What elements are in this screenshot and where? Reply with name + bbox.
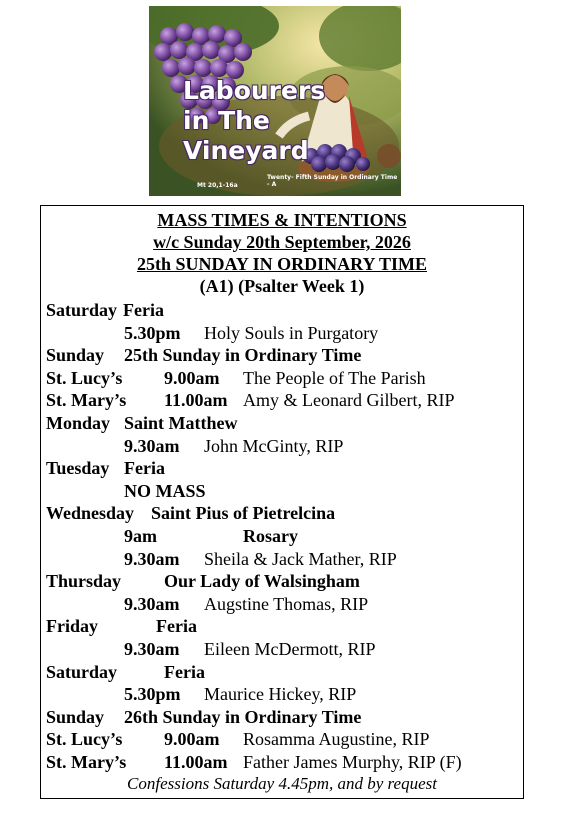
row-day: Sunday [46, 345, 105, 366]
mass-times-box [40, 205, 524, 799]
row-day: Friday [46, 616, 98, 637]
banner-title-line-3: Vineyard [183, 136, 309, 165]
row-day: St. Mary’s [46, 390, 127, 411]
schedule-row [46, 480, 523, 502]
row-intention: Sheila & Jack Mather, RIP [204, 548, 397, 569]
row-intention: Rosary [243, 526, 298, 546]
banner-title-line-1: Labourers [183, 76, 326, 105]
row-day: St. Mary’s [46, 752, 127, 772]
schedule-row [46, 435, 523, 457]
row-time: 9.30am [124, 548, 180, 569]
banner-image [149, 6, 401, 196]
row-feast: NO MASS [124, 480, 206, 501]
header-psalter: (A1) (Psalter Week 1) [199, 276, 365, 296]
row-feast: Feria [164, 661, 205, 682]
row-day: Saturday [46, 661, 118, 682]
row-time: 9.30am [124, 435, 180, 456]
schedule-row [46, 751, 523, 773]
header-sunday: 25th SUNDAY IN ORDINARY TIME [136, 254, 428, 274]
schedule-row [46, 299, 523, 321]
row-feast: Feria [156, 616, 197, 637]
schedule-row [46, 683, 523, 705]
schedule-row [46, 728, 523, 750]
row-time: 5.30pm [124, 322, 181, 343]
row-feast: Feria [123, 300, 164, 320]
row-feast: Saint Pius of Pietrelcina [151, 503, 336, 524]
row-time: 9am [124, 526, 157, 546]
row-intention: Holy Souls in Purgatory [204, 322, 379, 343]
row-feast: Feria [124, 458, 165, 479]
row-day: St. Lucy’s [46, 729, 123, 750]
row-day: St. Lucy’s [46, 367, 123, 388]
schedule-row [46, 322, 523, 344]
schedule-row [46, 367, 523, 389]
schedule-row [46, 615, 523, 637]
row-time: 11.00am [164, 752, 228, 772]
row-intention: Amy & Leonard Gilbert, RIP [243, 390, 455, 411]
schedule-row [46, 638, 523, 660]
row-feast: 26th Sunday in Ordinary Time [124, 706, 362, 727]
confessions-note: Confessions Saturday 4.45pm, and by request [127, 774, 437, 793]
row-time: 9.00am [164, 367, 220, 388]
banner-title [183, 76, 325, 166]
row-intention: John McGinty, RIP [204, 435, 344, 456]
header-week: w/c Sunday 20th September, 2026 [153, 232, 411, 252]
banner-reference: Mt 20,1-16a [197, 182, 238, 189]
schedule-row [46, 548, 523, 570]
row-time: 9.30am [124, 639, 180, 659]
header-title: MASS TIMES & INTENTIONS [157, 210, 407, 230]
row-time: 5.30pm [124, 684, 181, 705]
row-time: 11.00am [164, 390, 228, 411]
row-intention: Eileen McDermott, RIP [204, 639, 376, 659]
row-feast: Saint Matthew [124, 413, 238, 433]
schedule-row [46, 525, 523, 547]
schedule-row [46, 570, 523, 592]
schedule-row [46, 661, 523, 683]
row-time: 9.30am [124, 593, 180, 614]
schedule-row [46, 389, 523, 411]
schedule-row [46, 412, 523, 434]
row-day: Thursday [46, 571, 122, 592]
schedule-row [46, 593, 523, 615]
row-intention: Maurice Hickey, RIP [204, 684, 357, 705]
schedule-row [46, 344, 523, 366]
banner-title-line-2: in The [183, 106, 270, 135]
schedule-row [46, 457, 523, 479]
row-day: Saturday [46, 300, 118, 320]
row-day: Wednesday [46, 503, 135, 524]
row-feast: 25th Sunday in Ordinary Time [124, 345, 362, 366]
schedule-row [46, 502, 523, 524]
row-intention: Rosamma Augustine, RIP [243, 729, 430, 750]
schedule-row [46, 706, 523, 728]
row-intention: Augstine Thomas, RIP [204, 593, 369, 614]
row-intention: The People of The Parish [243, 367, 426, 388]
row-intention: Father James Murphy, RIP (F) [243, 752, 462, 772]
row-feast: Our Lady of Walsingham [164, 571, 360, 592]
banner-subtitle: Twenty- Fifth Sunday in Ordinary Time - A [267, 174, 398, 188]
row-time: 9.00am [164, 729, 220, 750]
row-day: Tuesday [46, 458, 110, 479]
row-day: Monday [46, 413, 111, 433]
row-day: Sunday [46, 706, 105, 727]
